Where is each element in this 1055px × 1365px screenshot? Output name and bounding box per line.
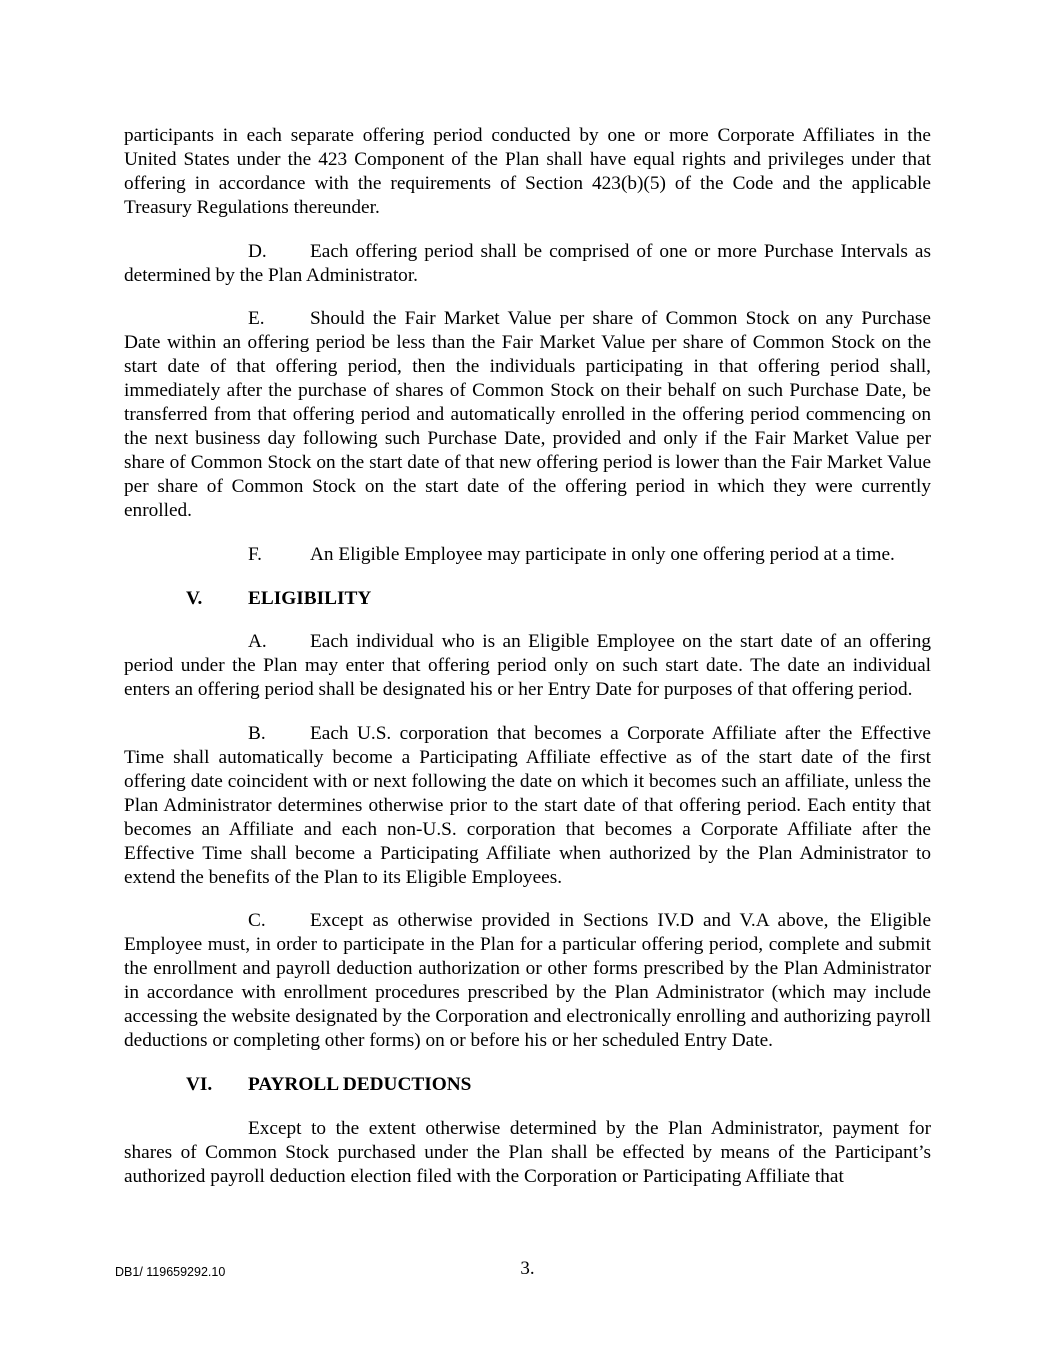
section-v-paragraph-b xyxy=(124,722,931,889)
page-number: 3. xyxy=(520,1258,535,1279)
section-vi-number: VI. xyxy=(186,1073,213,1095)
paragraph-e-label: E. xyxy=(248,308,265,330)
paragraph-e-text: Should the Fair Market Value per share of Common Stock on any Purchase Date within an offering period be less than the Fair Market Value per share of Common Stock on the start date of that offering period, then the individuals participating in that offering period shall, immediately after the purchase of shares of Common Stock on their behalf on such Purchase Date, be transferred from that offering period and automatically enrolled in the offering period commencing on the next business day following such Purchase Date, provided and only if the Fair Market Value per share of Common Stock on the start date of that new offering period is lower than the Fair Market Value per share of Common Stock on the start date of the offering period in which they were currently enrolled. xyxy=(124,308,931,521)
paragraph-e xyxy=(124,307,931,522)
section-v-c-label: C. xyxy=(248,910,266,932)
section-v-b-label: B. xyxy=(248,723,266,745)
section-v-number: V. xyxy=(186,587,203,609)
section-vi-paragraph: Except to the extent otherwise determined by the Plan Administrator, payment for shares of Common Stock purchased under the Plan shall be effected by means of the Participant’s authorized payroll deduction election filed with the Corporation or Participating Affiliate that xyxy=(124,1117,931,1187)
section-v-paragraph-a xyxy=(124,630,931,702)
paragraph-f-text: An Eligible Employee may participate in only one offering period at a time. xyxy=(310,543,895,565)
paragraph-f-label: F. xyxy=(248,543,262,565)
paragraph-d-text: Each offering period shall be comprised of one or more Purchase Intervals as determined by the Plan Administrator. xyxy=(124,240,931,286)
section-v-a-text: Each individual who is an Eligible Employee on the start date of an offering period under the Plan may enter that offering period only on such start date. The date an individual enters an offering period shall be designated his or her Entry Date for purposes of that offering period. xyxy=(124,631,931,701)
section-v-a-label: A. xyxy=(248,631,267,653)
section-v-c-text: Except as otherwise provided in Sections IV.D and V.A above, the Eligible Employee must, in order to participate in the Plan for a particular offering period, complete and submit the enrollment and payroll deduction authorization or other forms prescribed by the Plan Administrator in accordance with enrollment procedures prescribed by the Plan Administrator (which may include accessing the website designated by the Corporation and electronically enrolling and authorizing payroll deductions or completing other forms) on or before his or her scheduled Entry Date. xyxy=(124,910,931,1051)
document-body xyxy=(124,124,931,1209)
section-v-b-text: Each U.S. corporation that becomes a Corporate Affiliate after the Effective Time shall automatically become a Participating Affiliate effective as of the start date of the first offering date coincident with or next following the date on which it becomes such an affiliate, unless the Plan Administrator determines otherwise prior to the start date of that offering period. Each entity that becomes an Affiliate and each non-U.S. corporation that becomes a Corporate Affiliate after the Effective Time shall become a Participating Affiliate when authorized by the Plan Administrator to extend the benefits of the Plan to its Eligible Employees. xyxy=(124,723,931,888)
intro-paragraph: participants in each separate offering period conducted by one or more Corporate Affiliates in the United States under the 423 Component of the Plan shall have equal rights and privileges under that offering in accordance with the requirements of Section 423(b)(5) of the Code and the applicable Treasury Regulations thereunder. xyxy=(124,125,931,218)
section-v-heading xyxy=(186,587,931,611)
section-v-paragraph-c xyxy=(124,909,931,1052)
paragraph-d xyxy=(124,240,931,288)
section-v-title: ELIGIBILITY xyxy=(248,587,372,609)
paragraph-d-label: D. xyxy=(248,240,267,262)
paragraph-f xyxy=(124,543,931,567)
section-vi-heading xyxy=(186,1073,931,1097)
section-vi-title: PAYROLL DEDUCTIONS xyxy=(248,1073,472,1095)
document-id: DB1/ 119659292.10 xyxy=(115,1265,226,1279)
